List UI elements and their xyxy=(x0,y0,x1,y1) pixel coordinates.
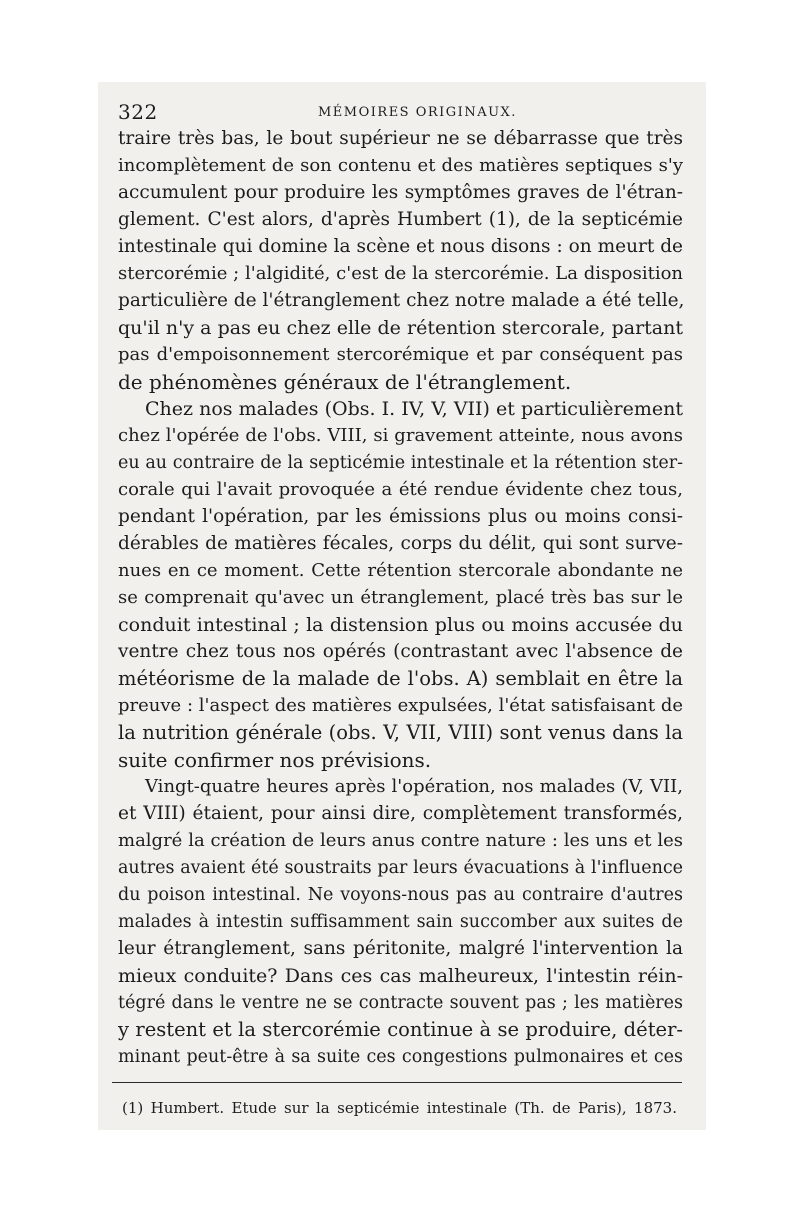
text-line: et VIII) étaient, pour ainsi dire, complètement transformés, xyxy=(118,803,683,824)
text-line: tégré dans le ventre ne se contracte souvent pas ; les matières xyxy=(118,993,683,1013)
text-line: météorisme de la malade de l'obs. A) semblait en être la xyxy=(118,667,683,690)
footnote: (1) Humbert. Etude sur la septicémie intestinale (Th. de Paris), 1873. xyxy=(122,1099,677,1117)
text-line: dérables de matières fécales, corps du délit, qui sont surve- xyxy=(118,533,683,554)
text-line: eu au contraire de la septicémie intestinale et la rétention ster- xyxy=(118,453,683,473)
running-head: MÉMOIRES ORIGINAUX. xyxy=(318,105,517,120)
text-line: conduit intestinal ; la distension plus ou moins accusée du xyxy=(118,614,683,636)
text-line: suite confirmer nos prévisions. xyxy=(118,748,432,772)
text-line: pas d'empoisonnement stercorémique et par conséquent pas xyxy=(118,344,683,365)
text-line: pendant l'opération, par les émissions plus ou moins consi- xyxy=(118,506,683,527)
text-line: preuve : l'aspect des matières expulsées, l'état satisfaisant de xyxy=(118,695,683,716)
text-line: la nutrition générale (obs. V, VII, VIII) sont venus dans la xyxy=(118,721,683,744)
text-line: intestinale qui domine la scène et nous disons : on meurt de xyxy=(118,236,683,257)
text-line: leur étranglement, sans péritonite, malgré l'intervention la xyxy=(118,938,683,959)
text-line: malades à intestin suffisamment sain succomber aux suites de xyxy=(118,912,683,932)
page-number: 322 xyxy=(118,100,158,124)
paragraph-start-line: Vingt-quatre heures après l'opération, nos malades (V, VII, xyxy=(145,776,683,797)
text-line: traire très bas, le bout supérieur ne se débarrasse que très xyxy=(118,128,683,149)
text-line: autres avaient été soustraits par leurs évacuations à l'influence xyxy=(118,858,683,878)
text-line: qu'il n'y a pas eu chez elle de rétention stercorale, partant xyxy=(118,317,683,339)
text-line: particulière de l'étranglement chez notre malade a été telle, xyxy=(118,290,685,311)
text-line: minant peut-être à sa suite ces congestions pulmonaires et ces xyxy=(118,1047,683,1067)
text-line: du poison intestinal. Ne voyons-nous pas au contraire d'autres xyxy=(118,885,683,905)
text-line: glement. C'est alors, d'après Humbert (1), de la septicémie xyxy=(118,209,683,230)
paragraph-start-line: Chez nos malades (Obs. I. IV, V, VII) et particulièrement xyxy=(145,398,683,420)
text-line: nues en ce moment. Cette rétention stercorale abondante ne xyxy=(118,560,683,581)
text-line: mieux conduite? Dans ces cas malheureux, l'intestin réin- xyxy=(118,965,683,987)
text-line: de phénomènes généraux de l'étranglement. xyxy=(118,370,572,394)
text-line: ventre chez tous nos opérés (contrastant avec l'absence de xyxy=(118,641,683,662)
text-line: se comprenait qu'avec un étranglement, placé très bas sur le xyxy=(118,587,683,608)
text-line: accumulent pour produire les symptômes graves de l'étran- xyxy=(118,182,683,203)
text-line: corale qui l'avait provoquée a été rendue évidente chez tous, xyxy=(118,479,683,500)
footnote-divider xyxy=(112,1082,682,1083)
text-line: malgré la création de leurs anus contre nature : les uns et les xyxy=(118,830,683,851)
text-line: stercorémie ; l'algidité, c'est de la stercorémie. La disposition xyxy=(118,263,683,284)
page-header xyxy=(118,100,690,124)
text-line: incomplètement de son contenu et des matières septiques s'y xyxy=(118,155,683,176)
text-line: chez l'opérée de l'obs. VIII, si gravement atteinte, nous avons xyxy=(118,425,683,446)
text-line: y restent et la stercorémie continue à se produire, déter- xyxy=(118,1018,683,1041)
